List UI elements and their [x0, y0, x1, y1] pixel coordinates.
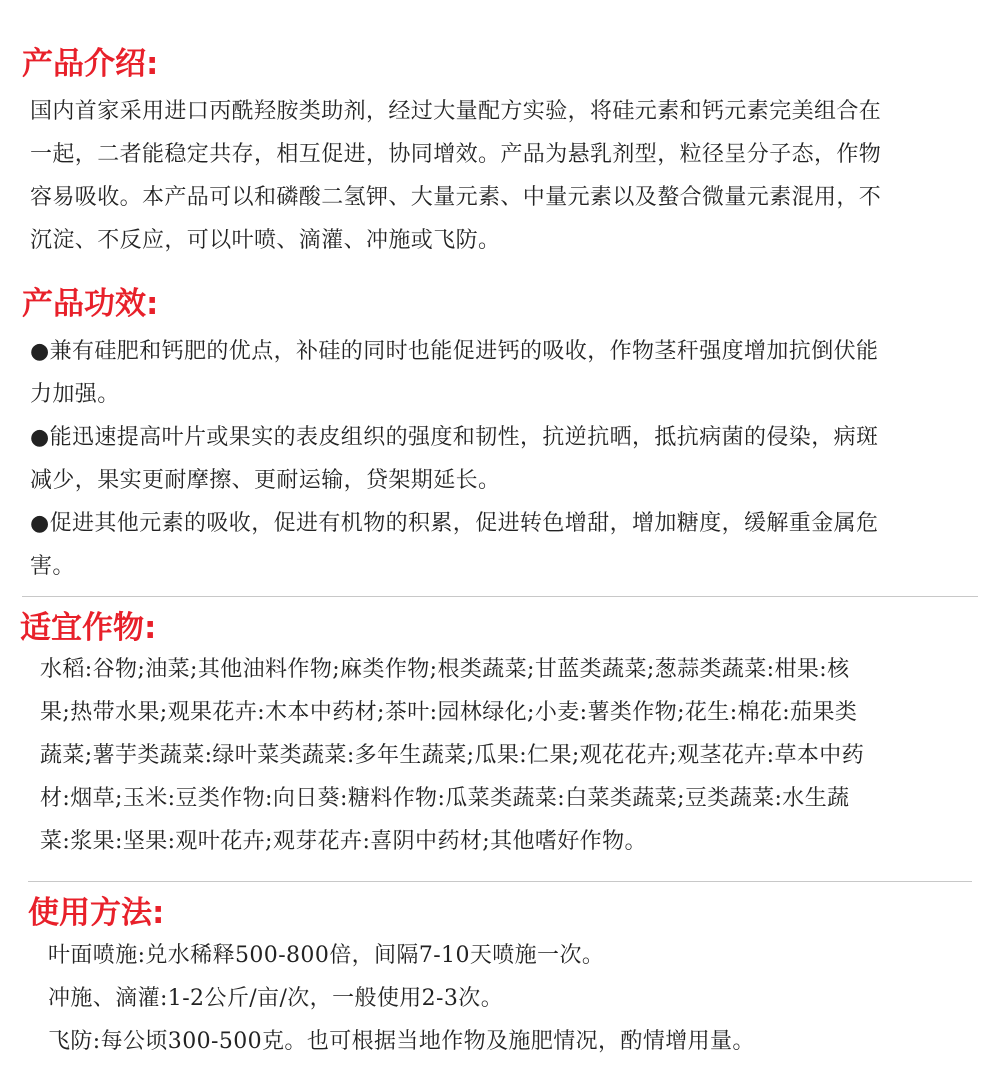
intro-line: 容易吸收。本产品可以和磷酸二氢钾、大量元素、中量元素以及螯合微量元素混用，不 — [30, 185, 882, 210]
crops-heading: 适宜作物: — [20, 610, 157, 646]
efficacy-heading: 产品功效: — [22, 286, 159, 322]
usage-line: 飞防:每公顷300-500克。也可根据当地作物及施肥情况，酌情增用量。 — [48, 1029, 755, 1054]
intro-line: 国内首家采用进口丙酰羟胺类助剂，经过大量配方实验，将硅元素和钙元素完美组合在 — [30, 99, 882, 124]
section-divider — [22, 596, 978, 597]
usage-line: 冲施、滴灌:1-2公斤/亩/次，一般使用2-3次。 — [48, 986, 504, 1011]
usage-heading: 使用方法: — [28, 895, 165, 931]
usage-line: 叶面喷施:兑水稀释500-800倍，间隔7-10天喷施一次。 — [48, 943, 605, 968]
usage-paragraph — [48, 934, 755, 1063]
intro-line: 沉淀、不反应，可以叶喷、滴灌、冲施或飞防。 — [30, 228, 501, 253]
efficacy-line: 害。 — [30, 554, 75, 579]
intro-line: 一起，二者能稳定共存，相互促进，协同增效。产品为悬乳剂型，粒径呈分子态，作物 — [30, 142, 882, 167]
crops-line: 水稻:谷物;油菜;其他油料作物;麻类作物;根类蔬菜;甘蓝类蔬菜;葱蒜类蔬菜:柑果:核 — [40, 657, 850, 682]
efficacy-paragraph — [30, 330, 878, 588]
crops-paragraph — [40, 648, 864, 863]
efficacy-line: 力加强。 — [30, 382, 120, 407]
section-divider — [28, 881, 972, 882]
efficacy-line: ●能迅速提高叶片或果实的表皮组织的强度和韧性，抗逆抗晒，抵抗病菌的侵染，病斑 — [30, 425, 879, 450]
crops-line: 材:烟草;玉米:豆类作物:向日葵:糖料作物:瓜菜类蔬菜:白菜类蔬菜;豆类蔬菜:水生蔬 — [40, 786, 850, 811]
efficacy-line: ●兼有硅肥和钙肥的优点，补硅的同时也能促进钙的吸收，作物茎秆强度增加抗倒伏能 — [30, 339, 879, 364]
efficacy-line: ●促进其他元素的吸收，促进有机物的积累，促进转色增甜，增加糖度，缓解重金属危 — [30, 511, 879, 536]
intro-heading: 产品介绍: — [22, 46, 159, 82]
crops-line: 蔬菜;薯芋类蔬菜:绿叶菜类蔬菜:多年生蔬菜;瓜果:仁果;观花花卉;观茎花卉:草本中药 — [40, 743, 865, 768]
efficacy-line: 减少，果实更耐摩擦、更耐运输，贷架期延长。 — [30, 468, 501, 493]
crops-line: 果;热带水果;观果花卉:木本中药材;茶叶:园林绿化;小麦:薯类作物;花生:棉花:茄果类 — [40, 700, 858, 725]
crops-line: 菜:浆果:坚果:观叶花卉;观芽花卉:喜阴中药材;其他嗜好作物。 — [40, 829, 647, 854]
intro-paragraph — [30, 90, 881, 262]
